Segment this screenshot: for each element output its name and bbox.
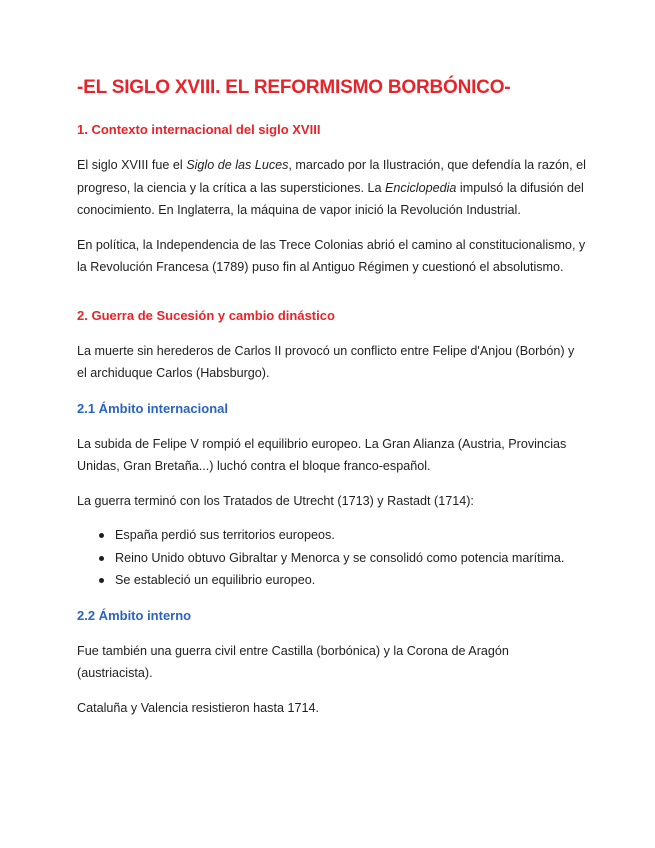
- list-item: Reino Unido obtuvo Gibraltar y Menorca y se consolidó como potencia marítima.: [77, 547, 587, 570]
- subsection-2-1-paragraph-1: La subida de Felipe V rompió el equilibrio europeo. La Gran Alianza (Austria, Provincias Unidas, Gran Bretaña...) luchó contra el bloque franco-español.: [77, 436, 567, 473]
- subsection-2-1-paragraph-2: La guerra terminó con los Tratados de Utrecht (1713) y Rastadt (1714):: [77, 493, 474, 508]
- text-run: , marcado por la Ilustración, que defendía la razón, el progreso, la ciencia y la crítica a las supersticiones. La: [77, 158, 586, 195]
- section-1-heading: 1. Contexto internacional del siglo XVIII: [77, 122, 321, 137]
- italic-term-enciclopedia: Enciclopedia: [385, 180, 457, 195]
- subsection-2-2-heading: 2.2 Ámbito interno: [77, 607, 192, 623]
- document-content: [77, 76, 587, 719]
- section-2-heading: 2. Guerra de Sucesión y cambio dinástico: [77, 307, 335, 323]
- subsection-2-2-paragraph-1: Fue también una guerra civil entre Castilla (borbónica) y la Corona de Aragón (austriacista).: [77, 643, 509, 680]
- text-run: El siglo XVIII fue el: [77, 158, 187, 172]
- section-1-paragraph-1: [77, 154, 587, 222]
- section-2-paragraph-1: La muerte sin herederos de Carlos II provocó un conflicto entre Felipe d'Anjou (Borbón) y el archiduque Carlos (Habsburgo).: [77, 343, 575, 380]
- subsection-2-1-heading: 2.1 Ámbito internacional: [77, 400, 228, 416]
- text-run: impulsó la difusión del conocimiento. En Inglaterra, la máquina de vapor inició la Revolución Industrial.: [77, 180, 584, 217]
- list-item: España perdió sus territorios europeos.: [77, 524, 587, 547]
- italic-term-siglo-de-las-luces: Siglo de las Luces: [186, 158, 289, 172]
- document-title: -EL SIGLO XVIII. EL REFORMISMO BORBÓNICO-: [77, 77, 511, 98]
- subsection-2-2-paragraph-2: Cataluña y Valencia resistieron hasta 1714.: [77, 700, 319, 715]
- section-1-paragraph-2: En política, la Independencia de las Trece Colonias abrió el camino al constitucionalismo, y la Revolución Francesa (1789) puso fin al Antiguo Régimen y cuestionó el absolutismo.: [77, 237, 586, 274]
- treaty-outcomes-list: [77, 524, 587, 592]
- list-item: Se estableció un equilibrio europeo.: [77, 569, 587, 592]
